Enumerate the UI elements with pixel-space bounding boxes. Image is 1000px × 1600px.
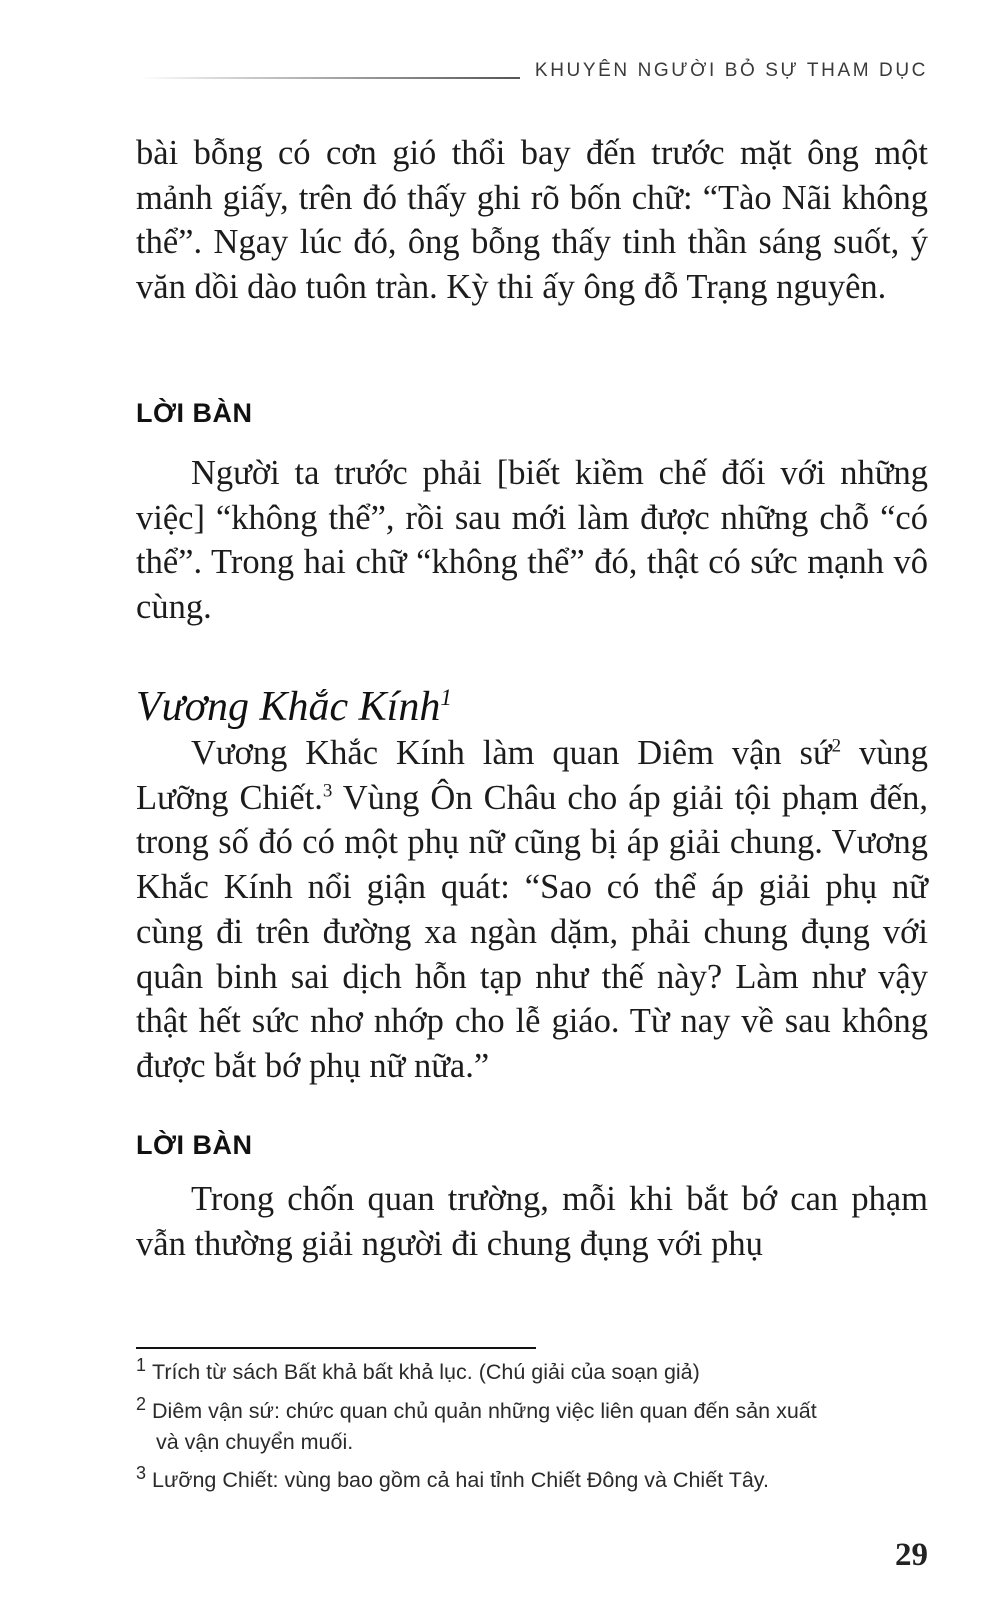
story-text-part: vùng Lưỡng Chiết. [136,734,928,817]
footnote-ref: 3 [322,780,333,802]
running-title: KHUYÊN NGƯỜI BỎ SỰ THAM DỤC [534,60,928,81]
story-paragraph [136,731,928,1089]
footnote-item [136,1462,936,1496]
comment-paragraph: Người ta trước phải [biết kiềm chế đối với những việc] “không thể”, rồi sau mới làm được những chỗ “có thể”. Trong hai chữ “không thể” đó, thật có sức mạnh vô cùng. [136,454,928,627]
footnote-item [136,1393,936,1458]
comment-heading: LỜI BÀN [136,398,253,428]
footnote-marker: 3 [136,1462,147,1483]
footnote-text: Lưỡng Chiết: vùng bao gồm cả hai tỉnh Chiết Đông và Chiết Tây. [152,1468,769,1492]
paragraph-continuation: bài bỗng có cơn gió thổi bay đến trước mặt ông một mảnh giấy, trên đó thấy ghi rõ bốn chữ: “Tào Nãi không thể”. Ngay lúc đó, ông bỗng thấy tinh thần sáng suốt, ý văn dồi dào tuôn tràn. Kỳ thi ấy ông đỗ Trạng nguyên. [136,134,928,307]
story-text-part: Vương Khắc Kính làm quan Diêm vận sứ [191,734,832,772]
section-title-text: Vương Khắc Kính [136,684,441,730]
comment-heading: LỜI BÀN [136,1130,253,1160]
footnote-marker: 1 [136,1354,147,1375]
footnote-ref: 2 [831,735,842,757]
section-title [136,683,452,731]
footnote-text: Trích từ sách Bất khả bất khả lục. (Chú giải của soạn giả) [152,1360,700,1384]
page-number: 29 [895,1537,928,1573]
footnote-rule [136,1347,536,1349]
footnote-text: Diêm vận sứ: chức quan chủ quản những việc liên quan đến sản xuất [152,1399,817,1423]
header-rule [140,77,520,79]
footnote-marker: 2 [136,1393,147,1414]
comment-paragraph: Trong chốn quan trường, mỗi khi bắt bớ can phạm vẫn thường giải người đi chung đụng với phụ [136,1180,928,1263]
footnote-item [136,1354,936,1388]
footnote-text-continuation: và vận chuyển muối. [156,1430,354,1454]
footnote-ref: 1 [440,684,452,710]
story-text-part: Vùng Ôn Châu cho áp giải tội phạm đến, trong số đó có một phụ nữ cũng bị áp giải chung. Vương Khắc Kính nổi giận quát: “Sao có thể áp giải phụ nữ cùng đi trên đường xa ngàn dặm, phải chung đụng với quân binh sai dịch hỗn tạp như thế này? Làm như vậy thật hết sức nhơ nhớp cho lễ giáo. Từ nay về sau không được bắt bớ phụ nữ nữa.” [136,778,928,1085]
